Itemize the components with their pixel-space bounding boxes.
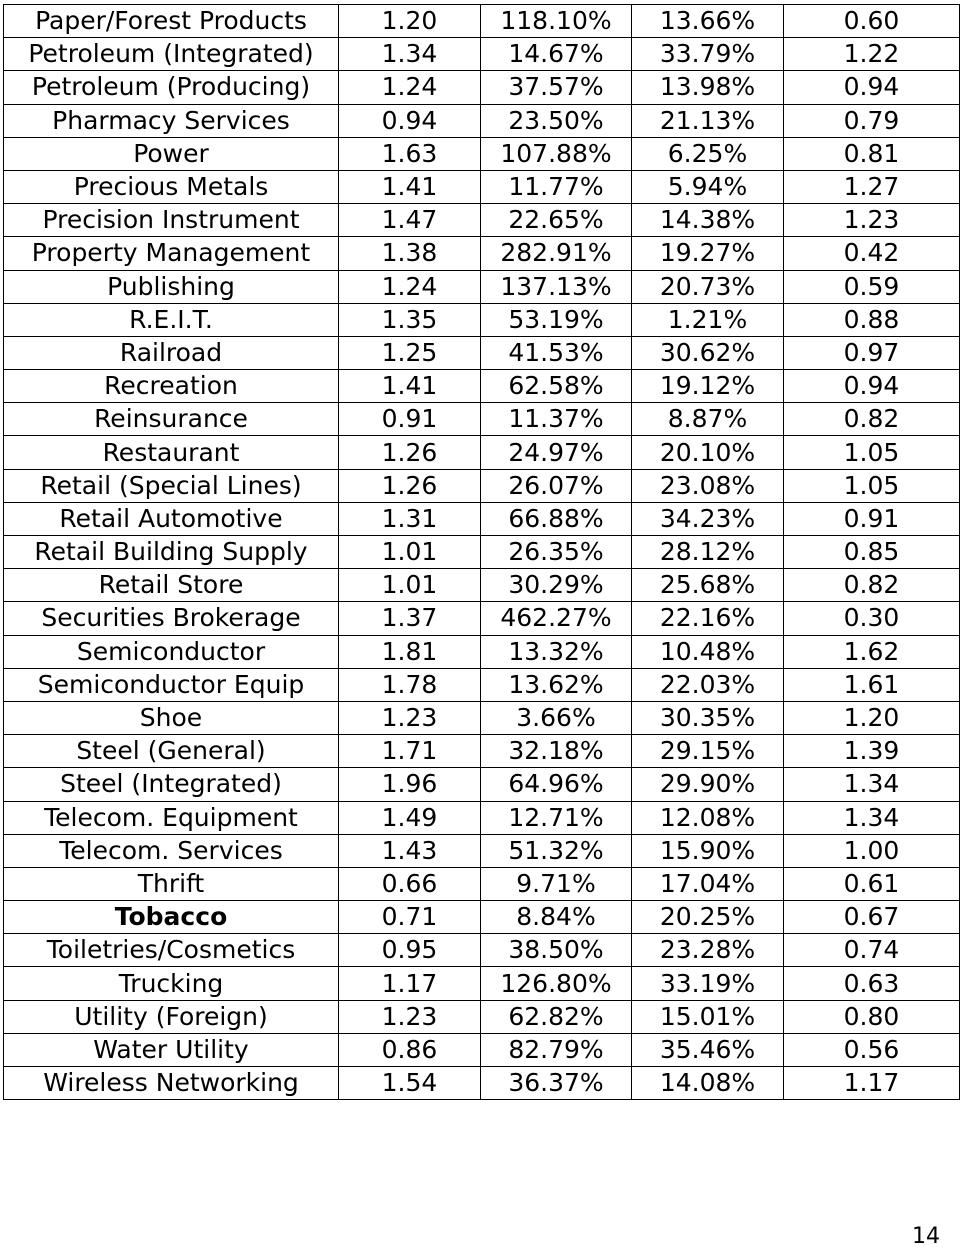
table-row: [4, 602, 960, 635]
value-2-cell: 62.58%: [481, 370, 632, 403]
table-row: [4, 469, 960, 502]
industry-name-cell: Trucking: [4, 967, 339, 1000]
value-1-cell: 1.23: [339, 701, 481, 734]
value-3-cell: 33.19%: [632, 967, 784, 1000]
value-1-cell: 1.31: [339, 502, 481, 535]
value-1-cell: 1.25: [339, 336, 481, 369]
table-row: [4, 768, 960, 801]
value-3-cell: 19.12%: [632, 370, 784, 403]
industry-name-cell: Retail Automotive: [4, 502, 339, 535]
value-4-cell: 1.27: [784, 170, 960, 203]
value-1-cell: 1.96: [339, 768, 481, 801]
value-3-cell: 13.98%: [632, 71, 784, 104]
value-2-cell: 13.32%: [481, 635, 632, 668]
value-3-cell: 14.08%: [632, 1067, 784, 1100]
value-4-cell: 0.74: [784, 934, 960, 967]
value-2-cell: 32.18%: [481, 735, 632, 768]
value-4-cell: 0.42: [784, 237, 960, 270]
value-2-cell: 30.29%: [481, 569, 632, 602]
value-3-cell: 23.28%: [632, 934, 784, 967]
value-4-cell: 1.23: [784, 204, 960, 237]
value-1-cell: 1.81: [339, 635, 481, 668]
industry-name-cell: Telecom. Equipment: [4, 801, 339, 834]
value-1-cell: 1.41: [339, 370, 481, 403]
value-4-cell: 0.85: [784, 536, 960, 569]
industry-name-cell: Utility (Foreign): [4, 1000, 339, 1033]
table-row: [4, 635, 960, 668]
value-4-cell: 0.81: [784, 137, 960, 170]
value-3-cell: 6.25%: [632, 137, 784, 170]
value-2-cell: 53.19%: [481, 303, 632, 336]
industry-name-cell: Retail Store: [4, 569, 339, 602]
value-2-cell: 282.91%: [481, 237, 632, 270]
value-3-cell: 15.01%: [632, 1000, 784, 1033]
value-4-cell: 0.91: [784, 502, 960, 535]
value-3-cell: 20.25%: [632, 901, 784, 934]
value-3-cell: 19.27%: [632, 237, 784, 270]
table-row: [4, 735, 960, 768]
value-3-cell: 17.04%: [632, 867, 784, 900]
value-3-cell: 35.46%: [632, 1033, 784, 1066]
industry-name-cell: Shoe: [4, 701, 339, 734]
value-4-cell: 1.34: [784, 768, 960, 801]
value-1-cell: 0.66: [339, 867, 481, 900]
value-2-cell: 3.66%: [481, 701, 632, 734]
value-4-cell: 1.00: [784, 834, 960, 867]
value-1-cell: 1.49: [339, 801, 481, 834]
value-4-cell: 0.88: [784, 303, 960, 336]
value-3-cell: 25.68%: [632, 569, 784, 602]
value-3-cell: 10.48%: [632, 635, 784, 668]
value-2-cell: 82.79%: [481, 1033, 632, 1066]
value-2-cell: 8.84%: [481, 901, 632, 934]
value-1-cell: 0.71: [339, 901, 481, 934]
table-row: [4, 502, 960, 535]
value-2-cell: 23.50%: [481, 104, 632, 137]
value-1-cell: 0.86: [339, 1033, 481, 1066]
industry-name-cell: Thrift: [4, 867, 339, 900]
value-2-cell: 26.07%: [481, 469, 632, 502]
industry-name-cell: Property Management: [4, 237, 339, 270]
value-1-cell: 1.34: [339, 38, 481, 71]
value-4-cell: 0.67: [784, 901, 960, 934]
industry-name-cell: Paper/Forest Products: [4, 5, 339, 38]
value-2-cell: 137.13%: [481, 270, 632, 303]
value-1-cell: 1.26: [339, 469, 481, 502]
value-3-cell: 12.08%: [632, 801, 784, 834]
value-2-cell: 14.67%: [481, 38, 632, 71]
industry-name-cell: Water Utility: [4, 1033, 339, 1066]
value-1-cell: 1.17: [339, 967, 481, 1000]
industry-name-cell: Power: [4, 137, 339, 170]
value-4-cell: 1.20: [784, 701, 960, 734]
industry-name-cell: Wireless Networking: [4, 1067, 339, 1100]
table-row: [4, 436, 960, 469]
value-4-cell: 0.61: [784, 867, 960, 900]
table-row: [4, 137, 960, 170]
table-row: [4, 336, 960, 369]
table-row: [4, 5, 960, 38]
value-4-cell: 0.82: [784, 569, 960, 602]
value-4-cell: 1.62: [784, 635, 960, 668]
table-row: [4, 38, 960, 71]
value-3-cell: 30.62%: [632, 336, 784, 369]
value-4-cell: 0.59: [784, 270, 960, 303]
value-2-cell: 26.35%: [481, 536, 632, 569]
value-1-cell: 1.71: [339, 735, 481, 768]
value-1-cell: 1.01: [339, 569, 481, 602]
value-3-cell: 20.10%: [632, 436, 784, 469]
value-2-cell: 12.71%: [481, 801, 632, 834]
value-3-cell: 33.79%: [632, 38, 784, 71]
value-3-cell: 20.73%: [632, 270, 784, 303]
value-1-cell: 1.24: [339, 270, 481, 303]
value-3-cell: 22.16%: [632, 602, 784, 635]
value-3-cell: 29.15%: [632, 735, 784, 768]
value-2-cell: 51.32%: [481, 834, 632, 867]
table-row: [4, 834, 960, 867]
value-3-cell: 5.94%: [632, 170, 784, 203]
industry-name-cell: Recreation: [4, 370, 339, 403]
value-3-cell: 30.35%: [632, 701, 784, 734]
value-3-cell: 13.66%: [632, 5, 784, 38]
value-2-cell: 462.27%: [481, 602, 632, 635]
table-row: [4, 901, 960, 934]
industry-name-cell: Precious Metals: [4, 170, 339, 203]
value-2-cell: 13.62%: [481, 668, 632, 701]
value-4-cell: 0.80: [784, 1000, 960, 1033]
value-4-cell: 0.60: [784, 5, 960, 38]
value-2-cell: 11.77%: [481, 170, 632, 203]
value-2-cell: 66.88%: [481, 502, 632, 535]
value-1-cell: 1.35: [339, 303, 481, 336]
value-4-cell: 1.61: [784, 668, 960, 701]
table-row: [4, 934, 960, 967]
value-1-cell: 1.24: [339, 71, 481, 104]
value-1-cell: 1.78: [339, 668, 481, 701]
value-1-cell: 1.20: [339, 5, 481, 38]
value-2-cell: 22.65%: [481, 204, 632, 237]
value-4-cell: 1.05: [784, 436, 960, 469]
value-3-cell: 29.90%: [632, 768, 784, 801]
value-4-cell: 0.97: [784, 336, 960, 369]
value-1-cell: 0.95: [339, 934, 481, 967]
value-2-cell: 126.80%: [481, 967, 632, 1000]
table-row: [4, 569, 960, 602]
industry-name-cell: Telecom. Services: [4, 834, 339, 867]
table-row: [4, 701, 960, 734]
value-2-cell: 9.71%: [481, 867, 632, 900]
value-4-cell: 0.79: [784, 104, 960, 137]
value-4-cell: 1.17: [784, 1067, 960, 1100]
industry-name-cell: Tobacco: [4, 901, 339, 934]
value-4-cell: 0.94: [784, 71, 960, 104]
value-1-cell: 1.38: [339, 237, 481, 270]
table-row: [4, 536, 960, 569]
table-row: [4, 867, 960, 900]
value-1-cell: 1.47: [339, 204, 481, 237]
industry-name-cell: Reinsurance: [4, 403, 339, 436]
value-4-cell: 0.30: [784, 602, 960, 635]
industry-name-cell: Toiletries/Cosmetics: [4, 934, 339, 967]
table-row: [4, 1033, 960, 1066]
value-2-cell: 36.37%: [481, 1067, 632, 1100]
industry-name-cell: Petroleum (Producing): [4, 71, 339, 104]
table-row: [4, 403, 960, 436]
table-row: [4, 1067, 960, 1100]
value-1-cell: 1.41: [339, 170, 481, 203]
value-2-cell: 118.10%: [481, 5, 632, 38]
industry-name-cell: Restaurant: [4, 436, 339, 469]
value-4-cell: 1.34: [784, 801, 960, 834]
table-row: [4, 71, 960, 104]
value-2-cell: 62.82%: [481, 1000, 632, 1033]
industry-name-cell: Precision Instrument: [4, 204, 339, 237]
industry-name-cell: Retail Building Supply: [4, 536, 339, 569]
table-row: [4, 204, 960, 237]
value-3-cell: 22.03%: [632, 668, 784, 701]
table-row: [4, 104, 960, 137]
value-3-cell: 23.08%: [632, 469, 784, 502]
industry-name-cell: Railroad: [4, 336, 339, 369]
table-row: [4, 370, 960, 403]
value-2-cell: 38.50%: [481, 934, 632, 967]
table-row: [4, 270, 960, 303]
industry-name-cell: Publishing: [4, 270, 339, 303]
value-2-cell: 107.88%: [481, 137, 632, 170]
value-3-cell: 34.23%: [632, 502, 784, 535]
value-1-cell: 1.26: [339, 436, 481, 469]
table-row: [4, 170, 960, 203]
industry-name-cell: Semiconductor Equip: [4, 668, 339, 701]
table-body: [4, 5, 960, 1100]
value-1-cell: 1.37: [339, 602, 481, 635]
value-3-cell: 28.12%: [632, 536, 784, 569]
value-1-cell: 1.63: [339, 137, 481, 170]
value-1-cell: 0.94: [339, 104, 481, 137]
value-4-cell: 0.63: [784, 967, 960, 1000]
value-4-cell: 1.05: [784, 469, 960, 502]
table-row: [4, 967, 960, 1000]
value-4-cell: 0.56: [784, 1033, 960, 1066]
table-row: [4, 801, 960, 834]
industry-name-cell: Steel (Integrated): [4, 768, 339, 801]
industry-name-cell: Semiconductor: [4, 635, 339, 668]
value-3-cell: 14.38%: [632, 204, 784, 237]
value-1-cell: 1.23: [339, 1000, 481, 1033]
value-2-cell: 11.37%: [481, 403, 632, 436]
industry-data-table: [3, 4, 960, 1100]
industry-name-cell: Pharmacy Services: [4, 104, 339, 137]
value-3-cell: 1.21%: [632, 303, 784, 336]
value-2-cell: 37.57%: [481, 71, 632, 104]
value-4-cell: 0.94: [784, 370, 960, 403]
value-4-cell: 1.39: [784, 735, 960, 768]
value-4-cell: 1.22: [784, 38, 960, 71]
value-2-cell: 41.53%: [481, 336, 632, 369]
value-1-cell: 1.54: [339, 1067, 481, 1100]
value-1-cell: 1.01: [339, 536, 481, 569]
table-row: [4, 237, 960, 270]
value-3-cell: 21.13%: [632, 104, 784, 137]
value-3-cell: 8.87%: [632, 403, 784, 436]
value-2-cell: 24.97%: [481, 436, 632, 469]
value-1-cell: 0.91: [339, 403, 481, 436]
industry-name-cell: Retail (Special Lines): [4, 469, 339, 502]
table-row: [4, 1000, 960, 1033]
industry-name-cell: Petroleum (Integrated): [4, 38, 339, 71]
value-1-cell: 1.43: [339, 834, 481, 867]
industry-name-cell: Steel (General): [4, 735, 339, 768]
value-2-cell: 64.96%: [481, 768, 632, 801]
table-row: [4, 303, 960, 336]
industry-name-cell: Securities Brokerage: [4, 602, 339, 635]
value-4-cell: 0.82: [784, 403, 960, 436]
table-row: [4, 668, 960, 701]
value-3-cell: 15.90%: [632, 834, 784, 867]
page-number: 14: [912, 1224, 940, 1249]
industry-name-cell: R.E.I.T.: [4, 303, 339, 336]
